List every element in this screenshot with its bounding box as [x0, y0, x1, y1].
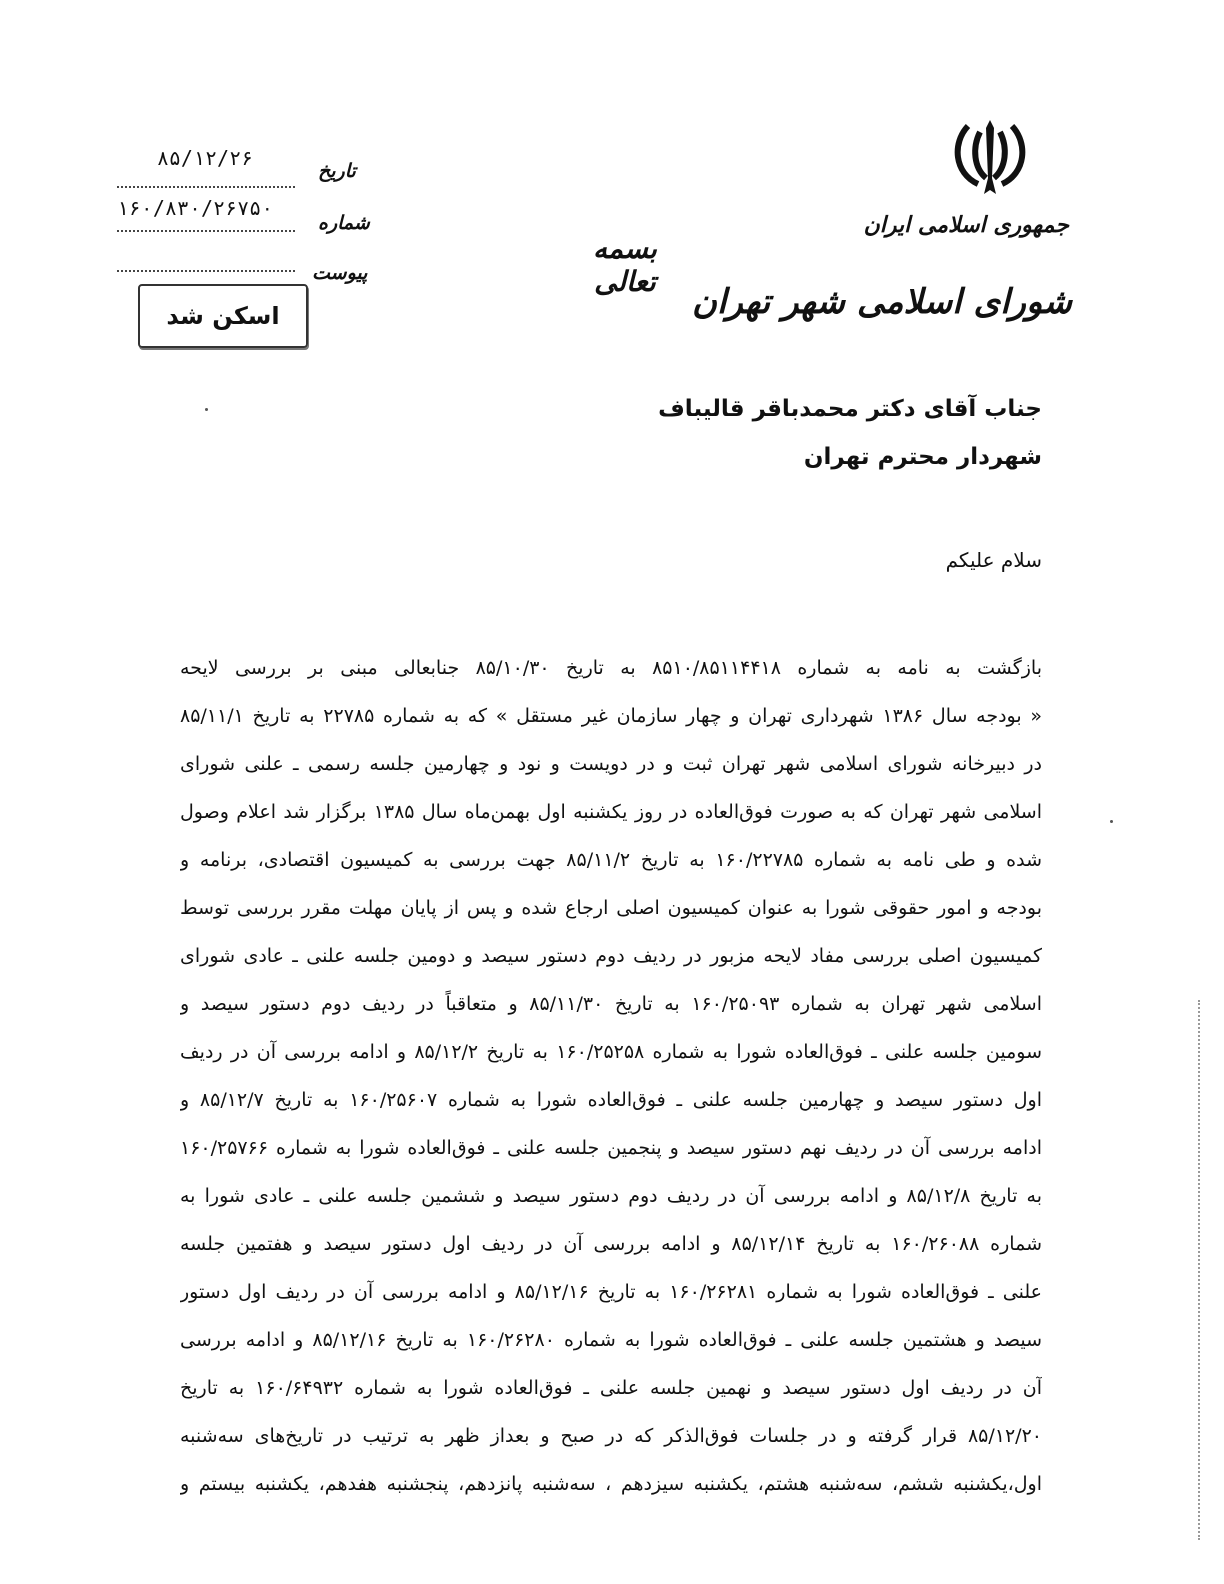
body-line: سیصد و هشتمین جلسه علنی ـ فوق‌العاده شورا به شماره ۱۶۰/۲۶۲۸۰ به تاریخ ۸۵/۱۲/۱۶ و ادامه بررسی	[180, 1329, 1042, 1351]
council-title: شورای اسلامی شهر تهران	[691, 282, 1072, 322]
body-line: اسلامی شهر تهران که به صورت فوق‌العاده در روز یکشنبه اول بهمن‌ماه سال ۱۳۸۵ برگزار شد اعلام وصول	[180, 801, 1042, 823]
body-line: اول دستور سیصد و چهارمین جلسه علنی ـ فوق‌العاده شورا به شماره ۱۶۰/۲۵۶۰۷ به تاریخ ۸۵/۱۲/۷ و	[180, 1089, 1042, 1111]
letter-body	[180, 648, 1042, 1512]
body-line: کمیسیون اصلی بررسی مفاد لایحه مزبور در ردیف دوم دستور سیصد و دومین جلسه علنی ـ عادی شورای	[180, 945, 1042, 967]
body-line: در دبیرخانه شورای اسلامی شهر تهران ثبت و در دویست و نود و چهارمین جلسه رسمی ـ علنی شورای	[180, 753, 1042, 775]
letter-number: ۱۶۰/۸۳۰/۲۶۷۵۰	[116, 196, 274, 220]
body-line: اول،یکشنبه ششم، سه‌شنبه هشتم، یکشنبه سیزدهم ، سه‌شنبه پانزدهم، پنجشنبه هفدهم، یکشنبه بیستم و	[180, 1473, 1042, 1495]
letter-date: ۸۵/۱۲/۲۶	[156, 146, 254, 170]
republic-title: جمهوری اسلامی ایران	[863, 212, 1069, 238]
greeting: سلام علیکم	[945, 548, 1042, 572]
iran-emblem-icon	[948, 118, 1032, 198]
addressee-title: شهردار محترم تهران	[803, 444, 1042, 470]
body-line: بودجه و امور حقوقی شورا به عنوان کمیسیون اصلی ارجاع شده و پس از پایان مهلت مقرر بررسی توسط	[180, 897, 1042, 919]
body-line: ادامه بررسی آن در ردیف نهم دستور سیصد و پنجمین جلسه علنی ـ فوق‌العاده شورا به شماره ۱۶۰/۲۵۷۶۶	[180, 1137, 1042, 1159]
scan-speck	[205, 408, 208, 411]
body-line: اسلامی شهر تهران به شماره ۱۶۰/۲۵۰۹۳ به تاریخ ۸۵/۱۱/۳۰ و متعاقباً در ردیف دوم دستور سیصد و	[180, 993, 1042, 1015]
body-line: سومین جلسه علنی ـ فوق‌العاده شورا به شماره ۱۶۰/۲۵۲۵۸ به تاریخ ۸۵/۱۲/۲ و ادامه بررسی آن در ردیف	[180, 1041, 1042, 1063]
attachment-label: پیوست	[312, 262, 368, 284]
body-line: بازگشت به نامه به شماره ۸۵۱۰/۸۵۱۱۴۴۱۸ به تاریخ ۸۵/۱۰/۳۰ جنابعالی مبنی بر بررسی لایحه	[180, 657, 1042, 679]
body-line: شماره ۱۶۰/۲۶۰۸۸ به تاریخ ۸۵/۱۲/۱۴ و ادامه بررسی آن در ردیف اول دستور سیصد و هفتمین جلسه	[180, 1233, 1042, 1255]
addressee-name: جناب آقای دکتر محمدباقر قالیباف	[658, 396, 1042, 422]
date-label: تاریخ	[318, 160, 356, 182]
body-line: « بودجه سال ۱۳۸۶ شهرداری تهران و چهار سازمان غیر مستقل » که به شماره ۲۲۷۸۵ به تاریخ ۸۵/۱۱/۱	[180, 705, 1042, 727]
number-dotted-line	[117, 230, 295, 232]
number-label: شماره	[318, 212, 370, 234]
scan-edge-noise	[1198, 1000, 1202, 1540]
attachment-dotted-line	[117, 270, 295, 272]
scanned-stamp: اسکن شد	[138, 284, 308, 348]
invocation: بسمه تعالی	[593, 232, 657, 298]
body-line: آن در ردیف اول دستور سیصد و نهمین جلسه علنی ـ فوق‌العاده شورا به شماره ۱۶۰/۶۴۹۳۲ به تاریخ	[180, 1377, 1042, 1399]
body-line: به تاریخ ۸۵/۱۲/۸ و ادامه بررسی آن در ردیف دوم دستور سیصد و ششمین جلسه علنی ـ عادی شورا به	[180, 1185, 1042, 1207]
body-line: شده و طی نامه به شماره ۱۶۰/۲۲۷۸۵ به تاریخ ۸۵/۱۱/۲ جهت بررسی به کمیسیون اقتصادی، برنامه و	[180, 849, 1042, 871]
body-line: علنی ـ فوق‌العاده شورا به شماره ۱۶۰/۲۶۲۸۱ به تاریخ ۸۵/۱۲/۱۶ و ادامه بررسی آن در ردیف اول دستور	[180, 1281, 1042, 1303]
scan-speck	[1110, 820, 1113, 823]
date-dotted-line	[117, 186, 295, 188]
body-line: ۸۵/۱۲/۲۰ قرار گرفته و در جلسات فوق‌الذکر که در صبح و بعداز ظهر به ترتیب در تاریخ‌های سه‌شنبه	[180, 1425, 1042, 1447]
